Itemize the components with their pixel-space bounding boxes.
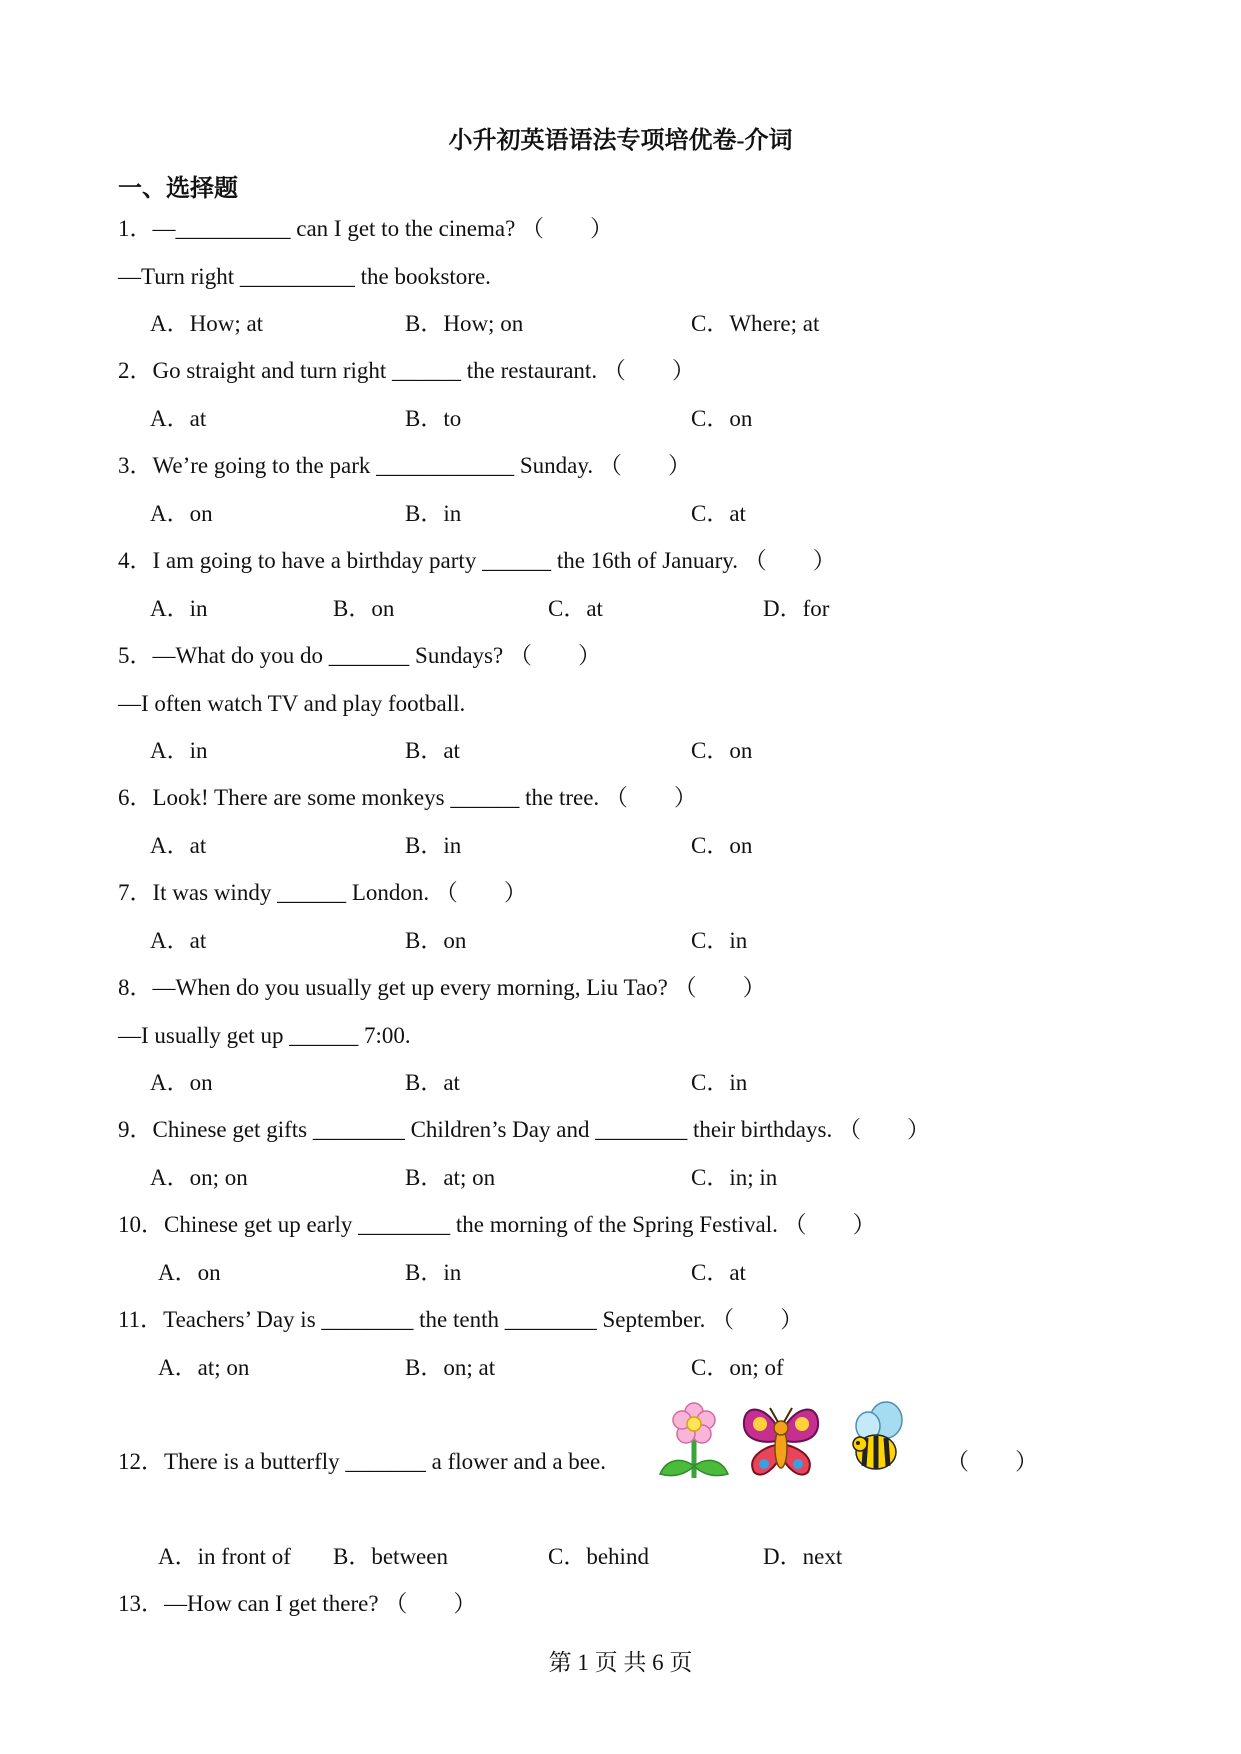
question-10-option-b[interactable]: B．in xyxy=(405,1260,462,1285)
question-11-option-a[interactable]: A．at; on xyxy=(158,1355,250,1380)
butterfly-icon xyxy=(738,1398,824,1482)
question-4-option-d[interactable]: D．for xyxy=(763,596,830,621)
question-3-option-b[interactable]: B．in xyxy=(405,501,462,526)
question-3-line-1: 3．We’re going to the park ____________ Sunday. （ ） xyxy=(118,453,691,478)
question-12-option-c[interactable]: C．behind xyxy=(548,1544,649,1569)
question-4-option-b[interactable]: B．on xyxy=(333,596,395,621)
section-heading: 一、选择题 xyxy=(118,176,238,202)
question-10-line-1: 10．Chinese get up early ________ the morning of the Spring Festival. （ ） xyxy=(118,1212,876,1237)
question-12-option-d[interactable]: D．next xyxy=(763,1544,843,1569)
question-6-option-c[interactable]: C．on xyxy=(691,833,753,858)
question-4-option-a[interactable]: A．in xyxy=(150,596,208,621)
question-12-option-b[interactable]: B．between xyxy=(333,1544,448,1569)
question-7-line-1: 7．It was windy ______ London. （ ） xyxy=(118,880,527,905)
question-2-option-b[interactable]: B．to xyxy=(405,406,462,431)
question-5-line-1: 5．—What do you do _______ Sundays? （ ） xyxy=(118,643,601,668)
question-4-line-1: 4．I am going to have a birthday party ______ the 16th of January. （ ） xyxy=(118,548,836,573)
flower-icon xyxy=(656,1400,732,1482)
question-7-option-a[interactable]: A．at xyxy=(150,928,207,953)
question-5-option-a[interactable]: A．in xyxy=(150,738,208,763)
question-1-option-b[interactable]: B．How; on xyxy=(405,311,524,336)
question-9-option-c[interactable]: C．in; in xyxy=(691,1165,778,1190)
question-7-option-b[interactable]: B．on xyxy=(405,928,467,953)
question-9-option-a[interactable]: A．on; on xyxy=(150,1165,248,1190)
bee-icon xyxy=(846,1398,910,1476)
document-title: 小升初英语语法专项培优卷-介词 xyxy=(448,128,793,154)
question-3-option-a[interactable]: A．on xyxy=(150,501,213,526)
question-12-line-1: 12．There is a butterfly _______ a flower and a bee. xyxy=(118,1449,606,1474)
question-8-option-c[interactable]: C．in xyxy=(691,1070,748,1095)
question-5-line-2: —I often watch TV and play football. xyxy=(118,691,466,716)
question-2-line-1: 2．Go straight and turn right ______ the restaurant. （ ） xyxy=(118,358,695,383)
question-8-line-2: —I usually get up ______ 7:00. xyxy=(118,1023,411,1048)
page-footer: 第 1 页 共 6 页 xyxy=(548,1650,693,1675)
question-5-option-c[interactable]: C．on xyxy=(691,738,753,763)
question-2-option-c[interactable]: C．on xyxy=(691,406,753,431)
question-8-line-1: 8．—When do you usually get up every morning, Liu Tao? （ ） xyxy=(118,975,766,1000)
question-6-line-1: 6．Look! There are some monkeys ______ the tree. （ ） xyxy=(118,785,697,810)
question-3-option-c[interactable]: C．at xyxy=(691,501,746,526)
question-1-line-2: —Turn right __________ the bookstore. xyxy=(118,264,491,289)
question-10-option-c[interactable]: C．at xyxy=(691,1260,746,1285)
question-9-option-b[interactable]: B．at; on xyxy=(405,1165,496,1190)
question-8-option-b[interactable]: B．at xyxy=(405,1070,460,1095)
question-5-option-b[interactable]: B．at xyxy=(405,738,460,763)
question-12-option-a[interactable]: A．in front of xyxy=(158,1544,291,1569)
question-1-line-1: 1．—__________ can I get to the cinema? （ ） xyxy=(118,216,614,241)
question-6-option-a[interactable]: A．at xyxy=(150,833,207,858)
question-4-option-c[interactable]: C．at xyxy=(548,596,603,621)
question-8-option-a[interactable]: A．on xyxy=(150,1070,213,1095)
question-9-line-1: 9．Chinese get gifts ________ Children’s Day and ________ their birthdays. （ ） xyxy=(118,1117,930,1142)
question-12-answer-paren: （ ） xyxy=(946,1449,1038,1474)
question-1-option-c[interactable]: C．Where; at xyxy=(691,311,820,336)
question-1-option-a[interactable]: A．How; at xyxy=(150,311,264,336)
question-10-option-a[interactable]: A．on xyxy=(158,1260,221,1285)
question-7-option-c[interactable]: C．in xyxy=(691,928,748,953)
question-11-line-1: 11．Teachers’ Day is ________ the tenth ________ September. （ ） xyxy=(118,1307,804,1332)
question-11-option-c[interactable]: C．on; of xyxy=(691,1355,784,1380)
question-2-option-a[interactable]: A．at xyxy=(150,406,207,431)
question-13-line-1: 13．—How can I get there? （ ） xyxy=(118,1591,477,1616)
question-11-option-b[interactable]: B．on; at xyxy=(405,1355,496,1380)
question-6-option-b[interactable]: B．in xyxy=(405,833,462,858)
